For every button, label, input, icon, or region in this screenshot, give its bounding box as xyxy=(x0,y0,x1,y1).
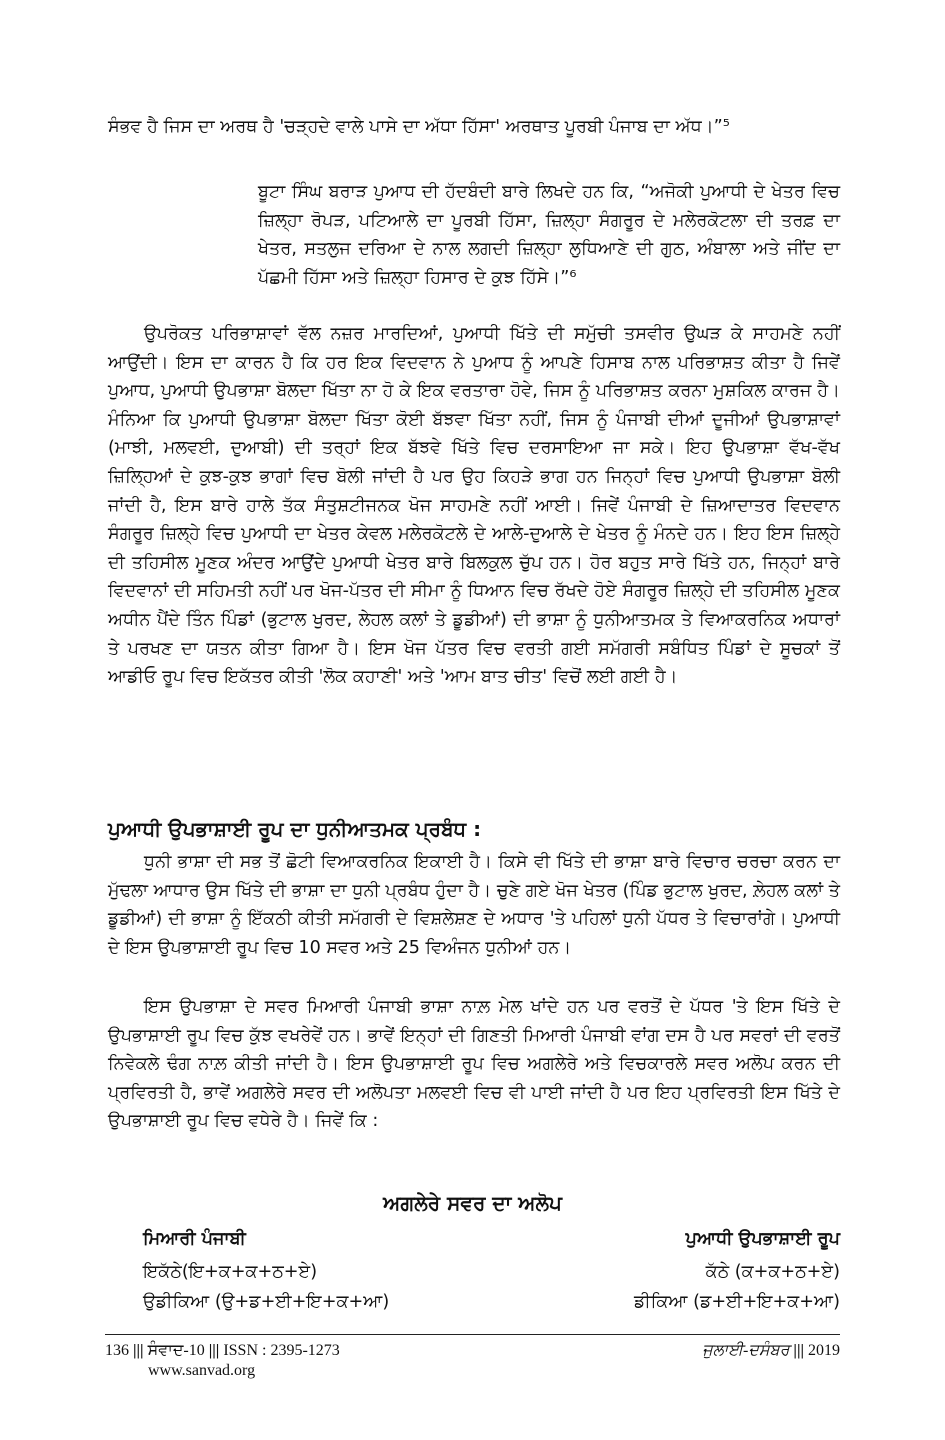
issue-year: 2019 xyxy=(808,1342,840,1359)
footer-divider xyxy=(105,1334,840,1335)
body-paragraph-2: ਉਪਰੋਕਤ ਪਰਿਭਾਸ਼ਾਵਾਂ ਵੱਲ ਨਜ਼ਰ ਮਾਰਦਿਆਂ, ਪੁਆਧੀ ਖਿੱਤੇ ਦੀ ਸਮੁੱਚੀ ਤਸਵੀਰ ਉਘੜ ਕੇ ਸਾਹਮਣੇ ਨਹੀਂ ਆਉਂਦੀ। ਇਸ ਦਾ ਕਾਰਨ ਹੈ ਕਿ ਹਰ ਇਕ ਵਿਦਵਾਨ ਨੇ ਪੁਆਧ ਨੂੰ ਆਪਣੇ ਹਿਸਾਬ ਨਾਲ ਪਰਿਭਾਸ਼ਤ ਕੀਤਾ ਹੈ ਜਿਵੇਂ ਪੁਆਧ, ਪੁਆਧੀ ਉਪਭਾਸ਼ਾ ਬੋਲਦਾ ਖਿੱਤਾ ਨਾ ਹੋ ਕੇ ਇਕ ਵਰਤਾਰਾ ਹੋਵੇ, ਜਿਸ ਨੂੰ ਪਰਿਭਾਸ਼ਤ ਕਰਨਾ ਮੁਸ਼ਕਿਲ ਕਾਰਜ ਹੈ। ਮੰਨਿਆ ਕਿ ਪੁਆਧੀ ਉਪਭਾਸ਼ਾ ਬੋਲਦਾ ਖਿੱਤਾ ਕੋਈ ਬੱਝਵਾ ਖਿੱਤਾ ਨਹੀਂ, ਜਿਸ ਨੂੰ ਪੰਜਾਬੀ ਦੀਆਂ ਦੂਜੀਆਂ ਉਪਭਾਸ਼ਾਵਾਂ (ਮਾਝੀ, ਮਲਵਈ, ਦੁਆਬੀ) ਦੀ ਤਰ੍ਹਾਂ ਇਕ ਬੱਝਵੇ ਖਿੱਤੇ ਵਿਚ ਦਰਸਾਇਆ ਜਾ ਸਕੇ। ਇਹ ਉਪਭਾਸ਼ਾ ਵੱਖ-ਵੱਖ ਜ਼ਿਲ੍ਹਿਆਂ ਦੇ ਕੁਝ-ਕੁਝ ਭਾਗਾਂ ਵਿਚ ਬੋਲੀ ਜਾਂਦੀ ਹੈ ਪਰ ਉਹ ਕਿਹੜੇ ਭਾਗ ਹਨ ਜਿਨ੍ਹਾਂ ਵਿਚ ਪੁਆਧੀ ਉਪਭਾਸ਼ਾ ਬੋਲੀ ਜਾਂਦੀ ਹੈ, ਇਸ ਬਾਰੇ ਹਾਲੇ ਤੱਕ ਸੰਤੁਸ਼ਟੀਜਨਕ ਖੋਜ ਸਾਹਮਣੇ ਨਹੀਂ ਆਈ। ਜਿਵੇਂ ਪੰਜਾਬੀ ਦੇ ਜ਼ਿਆਦਾਤਰ ਵਿਦਵਾਨ ਸੰਗਰੂਰ ਜ਼ਿਲ੍ਹੇ ਵਿਚ ਪੁਆਧੀ ਦਾ ਖੇਤਰ ਕੇਵਲ ਮਲੇਰਕੋਟਲੇ ਦੇ ਆਲੇ-ਦੁਆਲੇ ਦੇ ਖੇਤਰ ਨੂੰ ਮੰਨਦੇ ਹਨ। ਇਹ ਇਸ ਜ਼ਿਲ੍ਹੇ ਦੀ ਤਹਿਸੀਲ ਮੂਣਕ ਅੰਦਰ ਆਉਂਦੇ ਪੁਆਧੀ ਖੇਤਰ ਬਾਰੇ ਬਿਲਕੁਲ ਚੁੱਪ ਹਨ। ਹੋਰ ਬਹੁਤ ਸਾਰੇ ਖਿੱਤੇ ਹਨ, ਜਿਨ੍ਹਾਂ ਬਾਰੇ ਵਿਦਵਾਨਾਂ ਦੀ ਸਹਿਮਤੀ ਨਹੀਂ ਪਰ ਖੋਜ-ਪੱਤਰ ਦੀ ਸੀਮਾ ਨੂੰ ਧਿਆਨ ਵਿਚ ਰੱਖਦੇ ਹੋਏ ਸੰਗਰੂਰ ਜ਼ਿਲ੍ਹੇ ਦੀ ਤਹਿਸੀਲ ਮੂਣਕ ਅਧੀਨ ਪੈਂਦੇ ਤਿੰਨ ਪਿੰਡਾਂ (ਭੁਟਾਲ ਖੁਰਦ, ਲੇਹਲ ਕਲਾਂ ਤੇ ਡੂਡੀਆਂ) ਦੀ ਭਾਸ਼ਾ ਨੂੰ ਧੁਨੀਆਤਮਕ ਤੇ ਵਿਆਕਰਨਿਕ ਅਧਾਰਾਂ ਤੇ ਪਰਖਣ ਦਾ ਯਤਨ ਕੀਤਾ ਗਿਆ ਹੈ। ਇਸ ਖੋਜ ਪੱਤਰ ਵਿਚ ਵਰਤੀ ਗਈ ਸਮੱਗਰੀ ਸਬੰਧਿਤ ਪਿੰਡਾਂ ਦੇ ਸੂਚਕਾਂ ਤੋਂ ਆਡੀਓ ਰੂਪ ਵਿਚ ਇਕੱਤਰ ਕੀਤੀ 'ਲੋਕ ਕਹਾਣੀ' ਅਤੇ 'ਆਮ ਬਾਤ ਚੀਤ' ਵਿਚੋਂ ਲਈ ਗਈ ਹੈ। xyxy=(108,324,840,688)
footer-separator: ||| xyxy=(133,1342,144,1359)
page-number: 136 xyxy=(105,1342,129,1359)
example-row-1-standard: ਇਕੱਠੇ(ਇ+ਕ+ਕ+ਠ+ਏ) xyxy=(143,1262,318,1282)
section-heading: ਪੁਆਧੀ ਉਪਭਾਸ਼ਾਈ ਰੂਪ ਦਾ ਧੁਨੀਆਤਮਕ ਪ੍ਰਬੰਧ : xyxy=(108,817,482,841)
issue-period: ਜੁਲਾਈ-ਦਸੰਬਰ xyxy=(702,1342,790,1359)
footer-left xyxy=(105,1341,340,1361)
body-paragraph-4: ਇਸ ਉਪਭਾਸ਼ਾ ਦੇ ਸਵਰ ਮਿਆਰੀ ਪੰਜਾਬੀ ਭਾਸ਼ਾ ਨਾਲ਼ ਮੇਲ ਖਾਂਦੇ ਹਨ ਪਰ ਵਰਤੋਂ ਦੇ ਪੱਧਰ 'ਤੇ ਇਸ ਖਿੱਤੇ ਦੇ ਉਪਭਾਸ਼ਾਈ ਰੂਪ ਵਿਚ ਕੁੱਝ ਵਖਰੇਵੇਂ ਹਨ। ਭਾਵੇਂ ਇਨ੍ਹਾਂ ਦੀ ਗਿਣਤੀ ਮਿਆਰੀ ਪੰਜਾਬੀ ਵਾਂਗ ਦਸ ਹੈ ਪਰ ਸਵਰਾਂ ਦੀ ਵਰਤੋਂ ਨਿਵੇਕਲੇ ਢੰਗ ਨਾਲ਼ ਕੀਤੀ ਜਾਂਦੀ ਹੈ। ਇਸ ਉਪਭਾਸ਼ਾਈ ਰੂਪ ਵਿਚ ਅਗਲੇਰੇ ਅਤੇ ਵਿਚਕਾਰਲੇ ਸਵਰ ਅਲੋਪ ਕਰਨ ਦੀ ਪ੍ਰਵਿਰਤੀ ਹੈ, ਭਾਵੇਂ ਅਗਲੇਰੇ ਸਵਰ ਦੀ ਅਲੋਪਤਾ ਮਲਵਈ ਵਿਚ ਵੀ ਪਾਈ ਜਾਂਦੀ ਹੈ ਪਰ ਇਹ ਪ੍ਰਵਿਰਤੀ ਇਸ ਖਿੱਤੇ ਦੇ ਉਪਭਾਸ਼ਾਈ ਰੂਪ ਵਿਚ ਵਧੇਰੇ ਹੈ। ਜਿਵੇਂ ਕਿ : xyxy=(108,997,840,1132)
body-paragraph-3: ਧੁਨੀ ਭਾਸ਼ਾ ਦੀ ਸਭ ਤੋਂ ਛੋਟੀ ਵਿਆਕਰਨਿਕ ਇਕਾਈ ਹੈ। ਕਿਸੇ ਵੀ ਖਿੱਤੇ ਦੀ ਭਾਸ਼ਾ ਬਾਰੇ ਵਿਚਾਰ ਚਰਚਾ ਕਰਨ ਦਾ ਮੁੱਢਲਾ ਆਧਾਰ ਉਸ ਖਿੱਤੇ ਦੀ ਭਾਸ਼ਾ ਦਾ ਧੁਨੀ ਪ੍ਰਬੰਧ ਹੁੰਦਾ ਹੈ। ਚੁਣੇ ਗਏ ਖੋਜ ਖੇਤਰ (ਪਿੰਡ ਭੁਟਾਲ ਖੁਰਦ, ਲ਼ੇਹਲ ਕਲਾਂ ਤੇ ਡੂਡੀਆਂ) ਦੀ ਭਾਸ਼ਾ ਨੂੰ ਇੱਕਠੀ ਕੀਤੀ ਸਮੱਗਰੀ ਦੇ ਵਿਸ਼ਲੇਸ਼ਣ ਦੇ ਅਧਾਰ 'ਤੇ ਪਹਿਲਾਂ ਧੁਨੀ ਪੱਧਰ ਤੇ ਵਿਚਾਰਾਂਗੇ। ਪੁਆਧੀ ਦੇ ਇਸ ਉਪਭਾਸ਼ਾਈ ਰੂਪ ਵਿਚ 10 ਸਵਰ ਅਤੇ 25 ਵਿਅੰਜਨ ਧੁਨੀਆਂ ਹਨ। xyxy=(108,852,840,958)
example-left-header: ਮਿਆਰੀ ਪੰਜਾਬੀ xyxy=(143,1229,246,1249)
issn: ISSN : 2395-1273 xyxy=(223,1342,340,1359)
footer-separator: ||| xyxy=(208,1342,220,1359)
example-right-header: ਪੁਆਧੀ ਉਪਭਾਸ਼ਾਈ ਰੂਪ xyxy=(685,1229,840,1249)
website-link[interactable]: www.sanvad.org xyxy=(148,1362,256,1379)
example-row-1-dialect: ਕੱਠੇ (ਕ+ਕ+ਠ+ਏ) xyxy=(705,1262,840,1282)
footer-right xyxy=(702,1341,840,1361)
journal-name: ਸੰਵਾਦ-10 xyxy=(147,1342,205,1359)
block-quote: ਬੂਟਾ ਸਿੰਘ ਬਰਾੜ ਪੁਆਧ ਦੀ ਹੱਦਬੰਦੀ ਬਾਰੇ ਲਿਖਦੇ ਹਨ ਕਿ, “ਅਜੋਕੀ ਪੁਆਧੀ ਦੇ ਖੇਤਰ ਵਿਚ ਜ਼ਿਲ੍ਹਾ ਰੋਪੜ, ਪਟਿਆਲੇ ਦਾ ਪੂਰਬੀ ਹਿੱਸਾ, ਜ਼ਿਲ੍ਹਾ ਸੰਗਰੂਰ ਦੇ ਮਲੇਰਕੋਟਲਾ ਦੀ ਤਰਫ਼ ਦਾ ਖੇਤਰ, ਸਤਲੁਜ ਦਰਿਆ ਦੇ ਨਾਲ ਲਗਦੀ ਜ਼ਿਲ੍ਹਾ ਲੁਧਿਆਣੇ ਦੀ ਗੁਠ, ਅੰਬਾਲਾ ਅਤੇ ਜੀਂਦ ਦਾ ਪੱਛਮੀ ਹਿੱਸਾ ਅਤੇ ਜ਼ਿਲ੍ਹਾ ਹਿਸਾਰ ਦੇ ਕੁਝ ਹਿੱਸੇ।”⁶ xyxy=(258,182,840,288)
footer-separator: ||| xyxy=(793,1342,804,1359)
example-row-2-dialect: ਡੀਕਿਆ (ਡ+ਈ+ਇ+ਕ+ਆ) xyxy=(633,1292,840,1312)
intro-paragraph: ਸੰਭਵ ਹੈ ਜਿਸ ਦਾ ਅਰਥ ਹੈ 'ਚੜ੍ਹਦੇ ਵਾਲੇ ਪਾਸੇ ਦਾ ਅੱਧਾ ਹਿੱਸਾ' ਅਰਥਾਤ ਪੂਰਬੀ ਪੰਜਾਬ ਦਾ ਅੱਧ।”⁵ xyxy=(108,117,730,137)
example-row-2-standard: ਉਡੀਕਿਆ (ਉ+ਡ+ਈ+ਇ+ਕ+ਆ) xyxy=(143,1292,390,1312)
example-title: ਅਗਲੇਰੇ ਸਵਰ ਦਾ ਅਲੋਪ xyxy=(383,1191,562,1215)
